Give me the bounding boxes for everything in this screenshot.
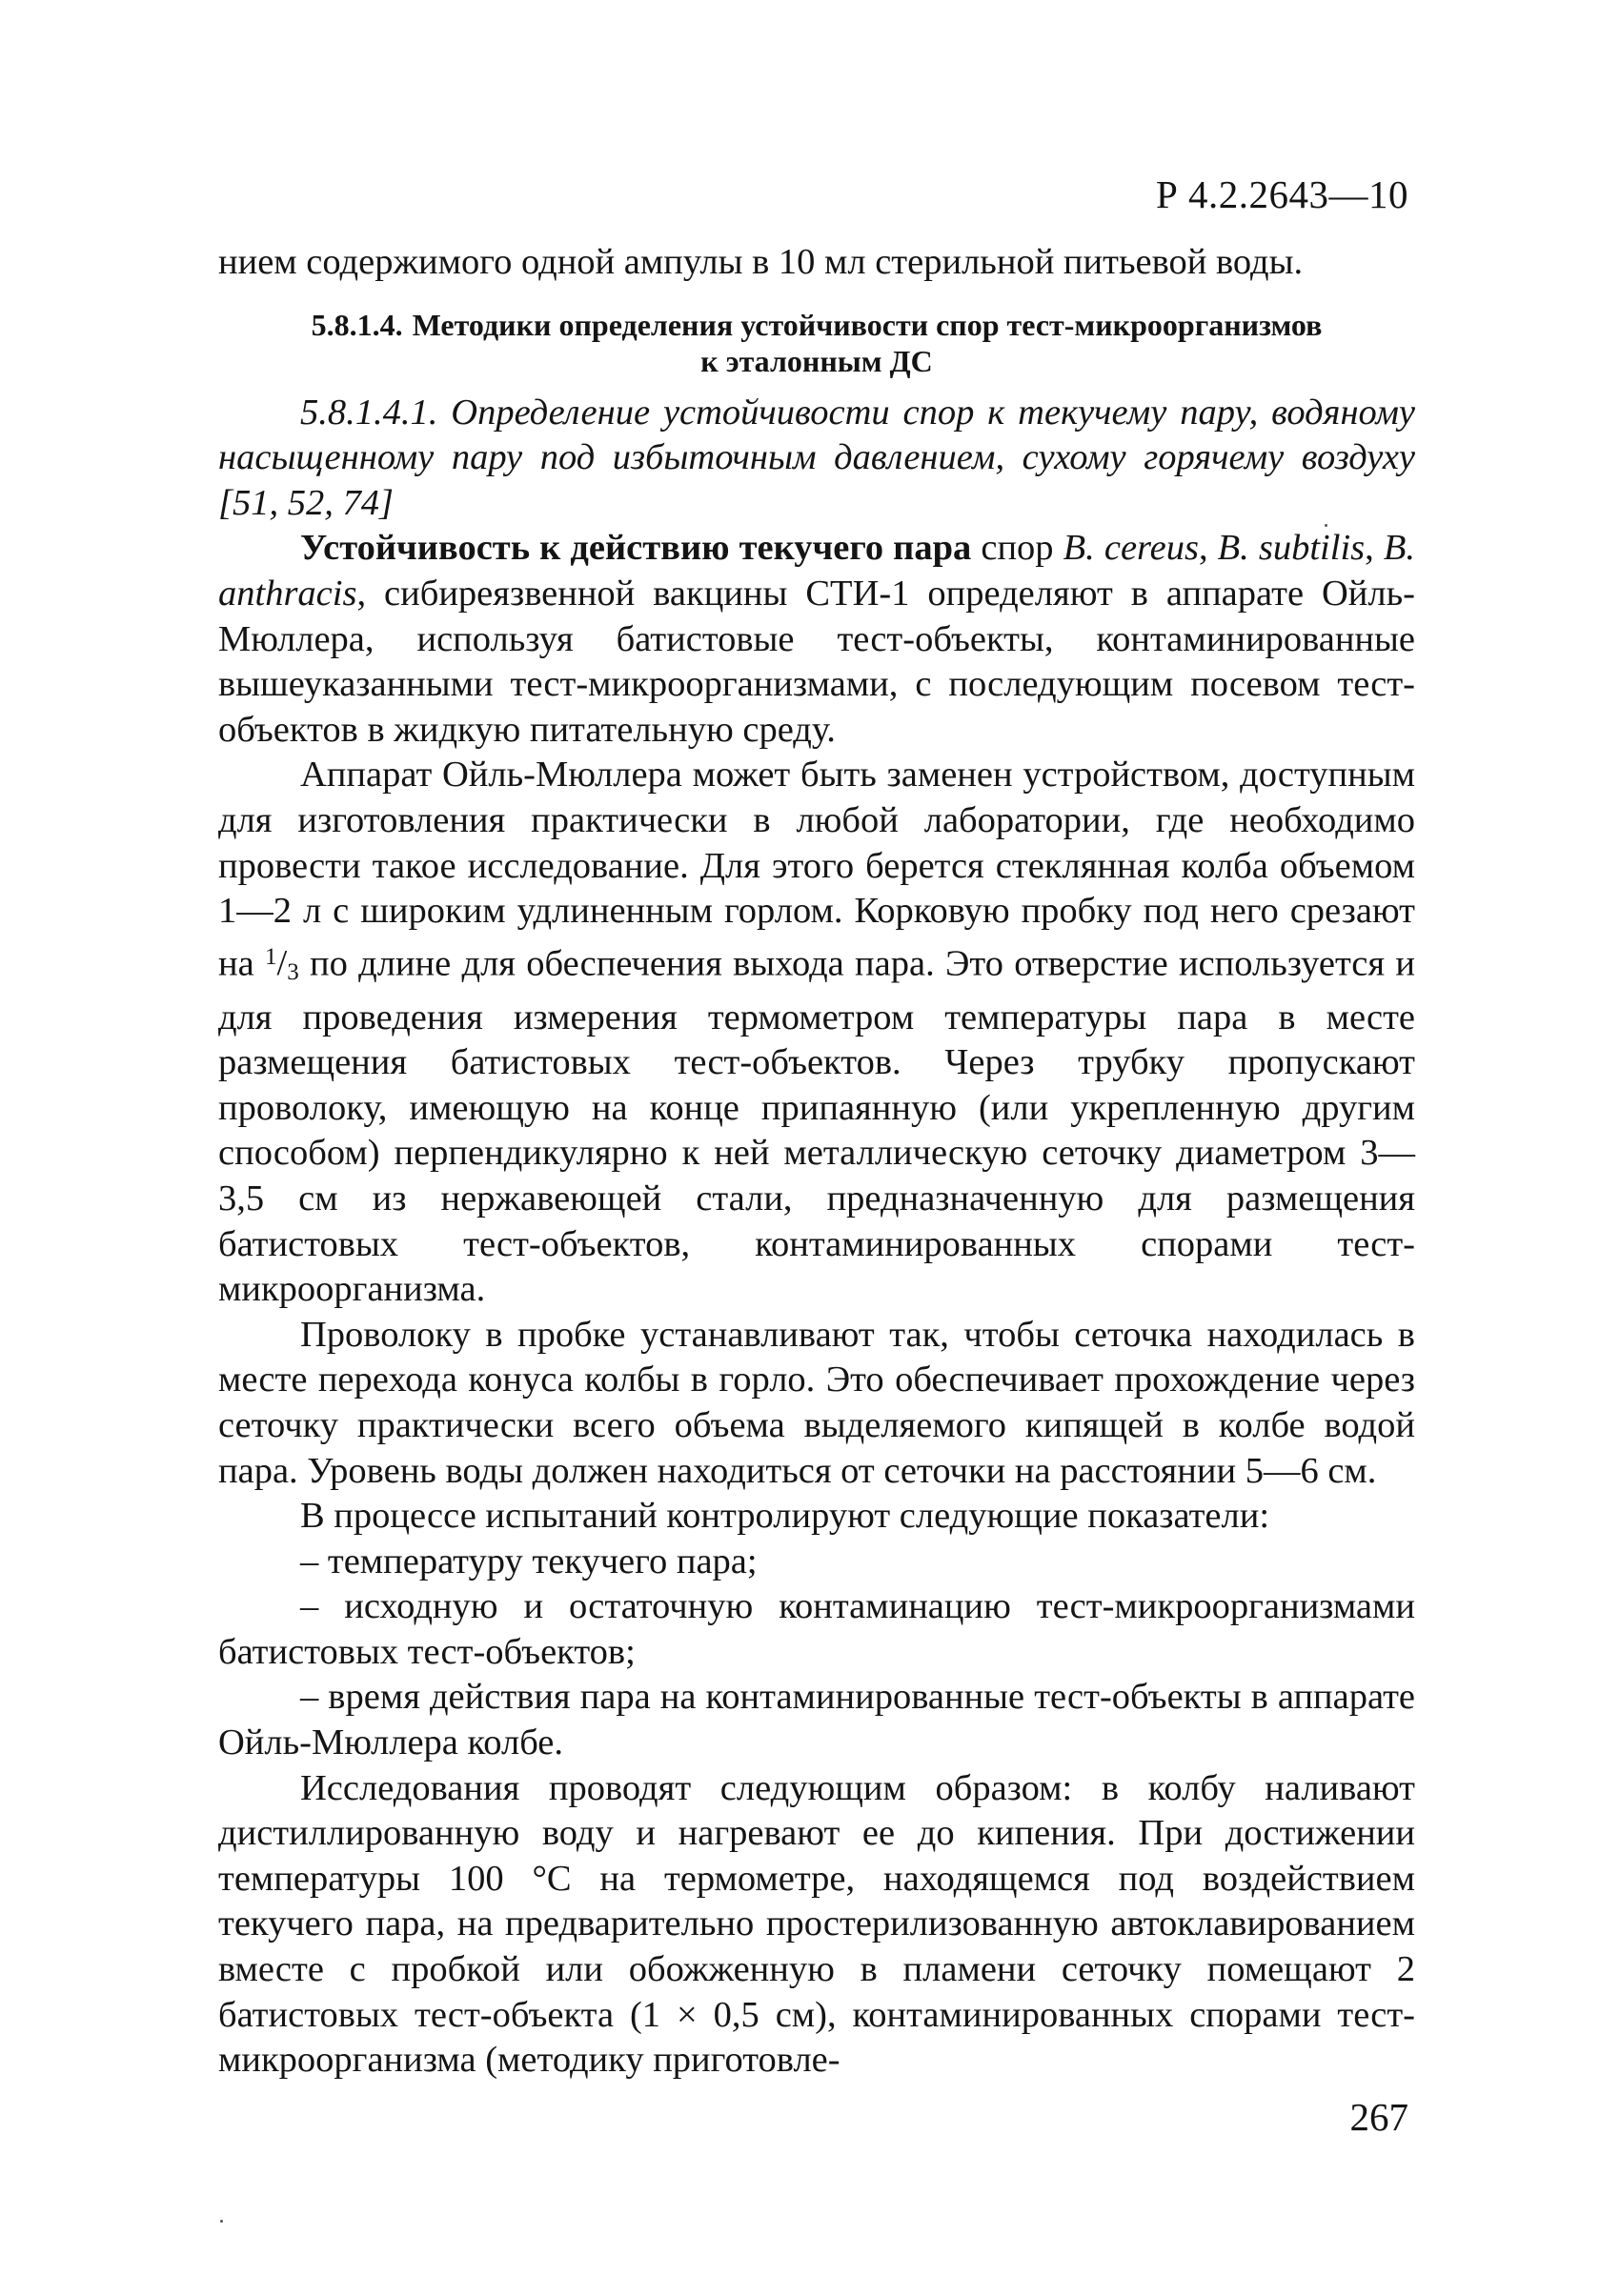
- paragraph-apparatus: [218, 753, 1415, 1312]
- subsection-number: 5.8.1.4.1.: [300, 392, 438, 433]
- species-cereus: B. cereus: [1063, 528, 1199, 569]
- fraction-numerator: 1: [264, 943, 277, 970]
- list-item: – время действия пара на контаминированные тест-объекты в аппарате Ойль-Мюллера колбе.: [218, 1677, 1415, 1763]
- paragraph-procedure: Исследования проводят следующим образом: в колбу наливают дистиллированную воду и нагревают ее до кипения. При достижении температуры 100 °С на термометре, находящемся под воздействием текучего пара, на предварительно простерилизованную автоклавированием вместе с пробкой или обожженную в пламени сеточку помещают 2 батистовых тест-объекта (1 × 0,5 см), контаминированных спорами тест-микроорганизма (методику приготовле-: [218, 1767, 1415, 2081]
- continuation-paragraph: нием содержимого одной ампулы в 10 мл стерильной питьевой воды.: [218, 242, 1304, 282]
- fraction-denominator: 3: [287, 958, 299, 985]
- list-item: – температуру текучего пара;: [300, 1541, 758, 1581]
- scan-speck: [220, 2220, 223, 2223]
- bold-lead: Устойчивость к действию текучего пара: [300, 528, 972, 569]
- section-title-line2: к эталонным ДС: [700, 343, 933, 378]
- paragraph-steam-resistance: [218, 526, 1415, 753]
- section-heading: [218, 307, 1415, 379]
- section-number: 5.8.1.4.: [311, 307, 403, 342]
- body-text: [218, 240, 1415, 2084]
- p2-part1: Аппарат Ойль-Мюллера может быть заменен устройством, доступным для изготовления практически в любой лаборатории, где необходимо провести такое исследование. Для этого берется стеклянная колба объемом 1—2 л с широким удлиненным горлом. Корковую пробку под него срезают на: [218, 755, 1415, 983]
- p1-text-4: , сибиреязвенной вакцины СТИ-1 определяют в аппарате Ойль-Мюллера, используя батистовые тест-объекты, контаминированные вышеуказанными тест-микроорганизмами, с последующим посевом тест-объектов в жидкую питательную среду.: [218, 573, 1415, 750]
- list-item: – исходную и остаточную контаминацию тест-микроорганизмами батистовых тест-объектов;: [218, 1586, 1415, 1672]
- p1-text-2: ,: [1198, 528, 1218, 569]
- paragraph-wire-placement: Проволоку в пробке устанавливают так, чтобы сеточка находилась в месте перехода конуса колбы в горло. Это обеспечивает прохождение через сеточку практически всего объема выделяемого кипящей в колбе водой пара. Уровень воды должен находиться от сеточки на расстоянии 5—6 см.: [218, 1314, 1415, 1491]
- paragraph-controls-intro: В процессе испытаний контролируют следующие показатели:: [300, 1496, 1270, 1537]
- scan-speck: [1325, 524, 1327, 527]
- fraction-one-third: [265, 943, 299, 983]
- fraction-separator: /: [276, 942, 288, 983]
- p1-text-3: ,: [1365, 528, 1384, 569]
- subsection-title: Определение устойчивости спор к текучему пару, водяному насыщенному пару под избыточным давлением, сухому горячему воздуху [51, 52, 74]: [218, 392, 1415, 523]
- species-anthracis: B. anthracis: [218, 528, 1416, 614]
- p2-part2: по длине для обеспечения выхода пара. Это отверстие используется и для проведения измерения термометром температуры пара в месте размещения батистовых тест-объектов. Через трубку пропускают проволоку, имеющую на конце припаянную (или укрепленную другим способом) перпендикулярно к ней металлическую сеточку диаметром 3—3,5 см из нержавеющей стали, предназначенную для размещения батистовых тест-объектов, контаминированных спорами тест-микроорганизма.: [218, 942, 1415, 1310]
- section-title-line1: Методики определения устойчивости спор тест-микроорганизмов: [412, 307, 1323, 342]
- p1-text-1: спор: [971, 528, 1063, 569]
- page-number: 267: [1349, 2095, 1408, 2139]
- subsection-heading: [218, 391, 1415, 527]
- document-code: Р 4.2.2643—10: [1155, 172, 1408, 216]
- species-subtilis: B. subtilis: [1217, 528, 1366, 569]
